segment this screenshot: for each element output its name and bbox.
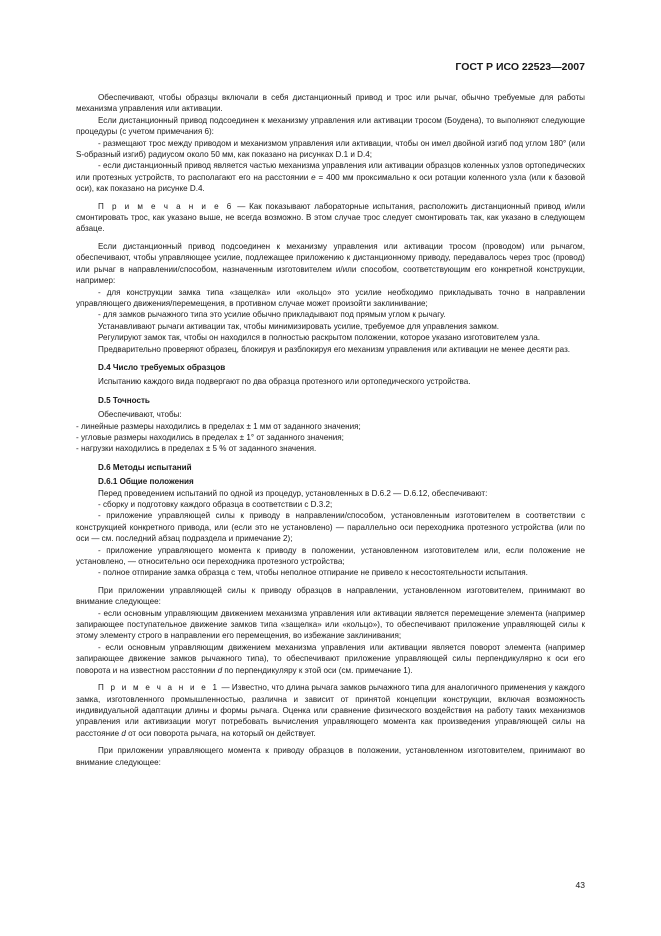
- note-label: П р и м е ч а н и е 6: [98, 201, 234, 211]
- note-6: П р и м е ч а н и е 6 — Как показывают лабораторные испытания, расположить дистанционный привод и/или смонтировать трос, как указано выше, не всегда возможно. В этом случае трос следует смонтировать так, как указано в следующем абзаце.: [76, 201, 585, 234]
- list-item: - если дистанционный привод является частью механизма управления или активации образцов коленных узлов ортопедических или протезных устройств, то располагают его на расстоянии e = 400 мм проксимально к оси ротации коленного узла (или к базовой оси), как показано на рисунке D.4.: [76, 161, 585, 194]
- paragraph: Обеспечивают, чтобы:: [98, 410, 182, 420]
- standard-header: ГОСТ Р ИСО 22523—2007: [455, 61, 585, 73]
- paragraph: Обеспечивают, чтобы образцы включали в себя дистанционный привод и трос или рычаг, обычно требуемые для работы механизма управления или активации.: [76, 93, 585, 114]
- section-title-d4: D.4 Число требуемых образцов: [98, 362, 226, 372]
- list-item: - полное отпирание замка образца с тем, чтобы неполное отпирание не привело к несостоятельности испытания.: [98, 568, 528, 578]
- paragraph: Если дистанционный привод подсоединен к механизму управления или активации тросом (проводом) или рычагом, обеспечивают, чтобы управляющее усилие, подлежащее приложению к дистанционному приводу, передавалось через трос (провод) или рычаг в направлении/способом, назначенным изготовителем и/или способом, соответствующим его конкретной конструкции, например:: [76, 241, 585, 286]
- section-title-d5: D.5 Точность: [98, 395, 150, 405]
- page-number: 43: [575, 880, 585, 890]
- paragraph: При приложении управляющей силы к приводу образцов в направлении, установленном изготовителем, принимают во внимание следующее:: [76, 585, 585, 607]
- note-1: П р и м е ч а н и е 1 — Известно, что длина рычага замков рычажного типа для аналогичного применения у каждого замка, изготовленного промышленностью, различна и зависит от принятой концепции конструкции, включая возможность индивидуальной адаптации длины и формы рычага. Оценка или сравнение физического воздействия на работу таких механизмов управления или активизации могут потребовать вычисления управляющего момента как произведения управляющей силы на расстояние d от оси поворота рычага, на который он действует.: [76, 683, 585, 738]
- list-item: - нагрузки находились в пределах ± 5 % от заданного значения.: [76, 444, 317, 454]
- page-body: [76, 92, 585, 768]
- list-item: - если основным управляющим движением механизма управления или активации является перемещение элемента (например запирающее поступательное движение замков типа «защелка» или «кольцо»), то обеспечивают приложение управляющей силы к этому элементу строго в направлении его перемещения, во избежание заклинивания;: [76, 608, 585, 641]
- variable-d: d: [121, 728, 126, 738]
- list-item: - если основным управляющим движением механизма управления или активации является поворот элемента (например запирающее движение замков рычажного типа), то обеспечивают приложение управляющей силы перпендикулярно к оси его поворота и на известном расстоянии d по перпендикуляру к этой оси (см. примечание 1).: [76, 642, 585, 675]
- paragraph: Предварительно проверяют образец, блокируя и разблокируя его механизм управления или активации не менее десяти раз.: [98, 344, 571, 354]
- paragraph: Если дистанционный привод подсоединен к механизму управления или активации тросом (Боудена), то выполняют следующие процедуры (с учетом примечания 6):: [76, 115, 585, 137]
- section-title-d6: D.6 Методы испытаний: [98, 462, 192, 472]
- list-item: - сборку и подготовку каждого образца в соответствии с D.3.2;: [98, 500, 333, 509]
- subsection-title-d61: D.6.1 Общие положения: [98, 477, 194, 487]
- list-item: - угловые размеры находились в пределах ± 1° от заданного значения;: [76, 432, 344, 442]
- paragraph: При приложении управляющего момента к приводу образцов в положении, установленном изготовителем, принимают во внимание следующее:: [76, 746, 585, 767]
- list-item: - для замков рычажного типа это усилие обычно прикладывают под прямым углом к рычагу.: [98, 310, 446, 320]
- paragraph: Испытанию каждого вида подвергают по два образца протезного или ортопедического устройства.: [98, 377, 471, 387]
- list-item: - размещают трос между приводом и механизмом управления или активации, чтобы он имел двойной изгиб под углом 180° (или S-образный изгиб) радиусом около 50 мм, как показано на рисунках D.1 и D.4;: [76, 138, 585, 160]
- list-item: - приложение управляющего момента к приводу в положении, установленном изготовителем или, если положение не установлено, — относительно оси переходника протезного устройства;: [76, 545, 585, 567]
- list-item: - приложение управляющей силы к приводу в направлении/способом, установленным изготовителем в соответствии с конструкцией конкретного привода, или (если это не установлено) — параллельно оси переходника протезного устройства (или по оси — см. последний абзац подраздела и примечание 2);: [76, 511, 585, 544]
- list-item: - линейные размеры находились в пределах ± 1 мм от заданного значения;: [76, 421, 361, 431]
- paragraph: Устанавливают рычаги активации так, чтобы минимизировать усилие, требуемое для управления замком.: [98, 321, 500, 331]
- variable-d: d: [217, 665, 223, 675]
- paragraph: Регулируют замок так, чтобы он находился в полностью раскрытом положении, которое указано изготовителем узла.: [98, 333, 540, 343]
- list-item: - для конструкции замка типа «защелка» или «кольцо» это усилие необходимо прикладывать точно в направлении управляющего движения/перемещения, в противном случае может произойти заклинивание;: [76, 287, 585, 308]
- paragraph: Перед проведением испытаний по одной из процедур, установленных в D.6.2 — D.6.12, обеспечивают:: [98, 488, 488, 498]
- note-label: П р и м е ч а н и е 1: [98, 683, 220, 693]
- variable-e: e: [311, 172, 316, 182]
